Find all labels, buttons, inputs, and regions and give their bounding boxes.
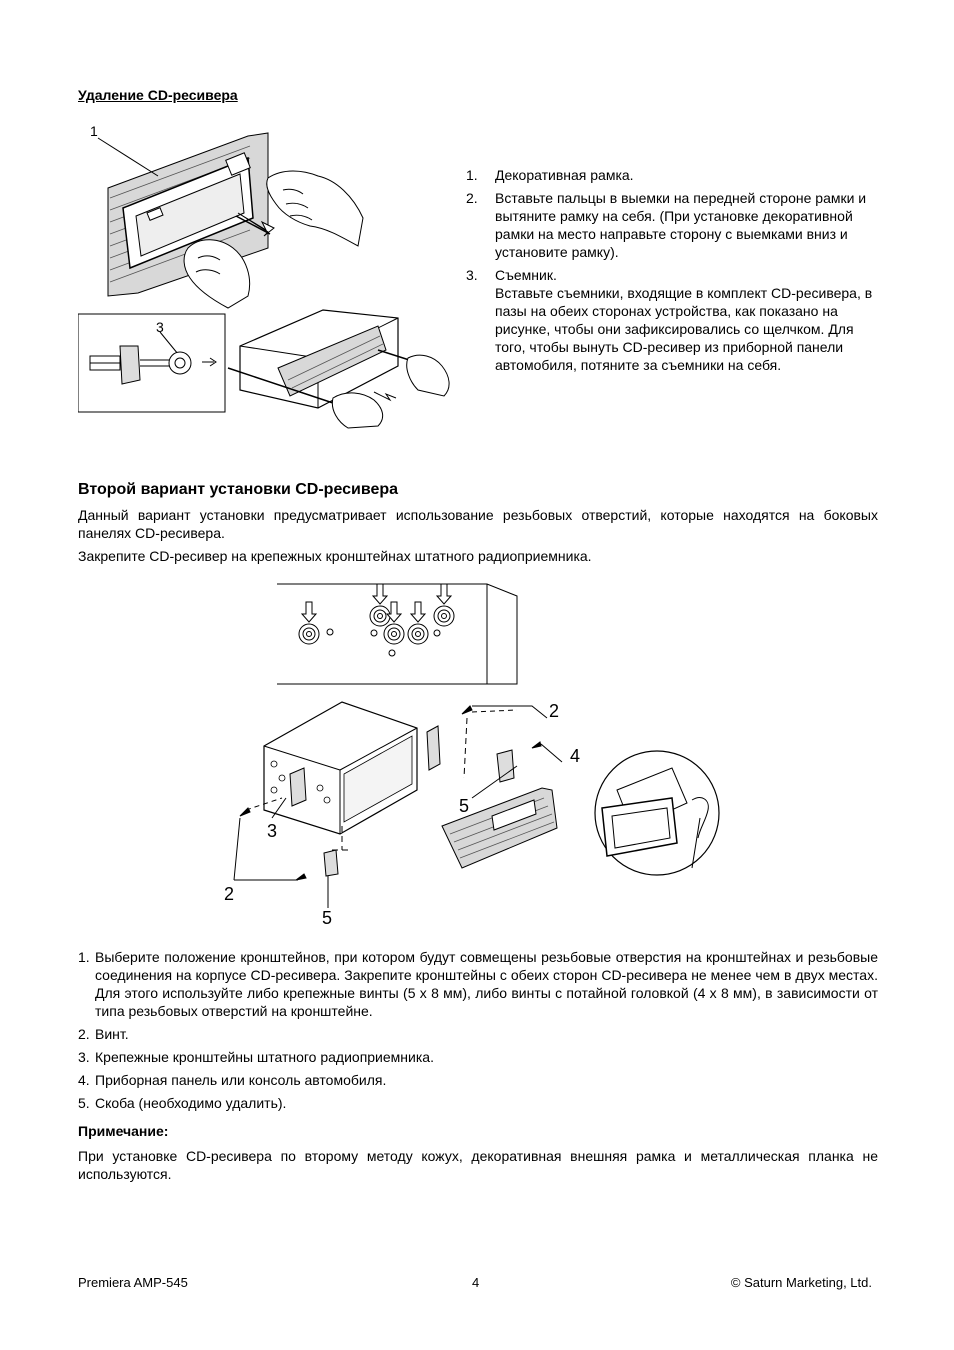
label-bracket-left: 3 bbox=[267, 821, 278, 841]
step-number: 2. bbox=[466, 190, 478, 206]
label-bracket-top: 5 bbox=[459, 796, 470, 816]
list-number: 1. bbox=[78, 949, 90, 965]
list-text: Выберите положение кронштейнов, при котором будут совмещены резьбовые отверстия на кронштейнах и резьбовые соединения на корпусе CD-ресивера. Закрепите кронштейны с обеих сторон CD-ресивера не менее чем в двух местах. Для этого используйте либо крепежные винты (5 x 8 мм), либо винты с потайной головкой (4 x 8 мм), в зависимости от типа резьбовых отверстий на кронштейне. bbox=[95, 949, 878, 1019]
footer-page-number: 4 bbox=[472, 1275, 480, 1290]
step-number: 1. bbox=[466, 167, 478, 183]
list-item bbox=[78, 948, 878, 1020]
list-item bbox=[78, 1048, 878, 1066]
step-text: Вставьте пальцы в выемки на передней стороне рамки и вытяните рамку на себя. (При установке декоративной рамки на место направьте сторону с выемками вниз и установите рамку). bbox=[495, 190, 867, 260]
label-frame-number: 1 bbox=[90, 123, 98, 139]
figure-frame-removal bbox=[78, 118, 454, 436]
step-title: Съемник. bbox=[495, 267, 557, 283]
list-item bbox=[78, 1094, 878, 1112]
label-remover-number: 3 bbox=[156, 319, 164, 335]
figure-bracket-mounting bbox=[222, 578, 762, 928]
list-number: 4. bbox=[78, 1072, 90, 1088]
install-steps-list bbox=[78, 948, 878, 1117]
footer-copyright: © Saturn Marketing, Ltd. bbox=[730, 1275, 872, 1290]
label-panel: 4 bbox=[570, 746, 581, 766]
list-text: Винт. bbox=[95, 1026, 129, 1042]
list-number: 5. bbox=[78, 1095, 90, 1111]
note-text: При установке CD-ресивера по второму методу кожух, декоративная внешняя рамка и металлическая планка не используются. bbox=[78, 1148, 878, 1182]
note-title: Примечание: bbox=[78, 1123, 169, 1139]
removal-step-1 bbox=[466, 166, 886, 184]
frame-removal-drawing bbox=[78, 118, 454, 436]
removal-step-2 bbox=[466, 189, 886, 261]
list-number: 3. bbox=[78, 1049, 90, 1065]
step-text: Вставьте съемники, входящие в комплект CD-ресивера, в пазы на обеих сторонах устройства, как показано на рисунке, чтобы они зафиксировались со щелчком. Для того, чтобы вынуть CD-ресивер из приборной панели автомобиля, потяните за съемники на себя. bbox=[495, 285, 873, 373]
section-heading-second-install: Второй вариант установки CD-ресивера bbox=[78, 481, 399, 498]
section-heading-removal: Удаление CD-ресивера bbox=[78, 87, 238, 103]
list-text: Крепежные кронштейны штатного радиоприемника. bbox=[95, 1049, 434, 1065]
removal-step-3 bbox=[466, 266, 886, 374]
label-screw-top: 2 bbox=[549, 701, 560, 721]
list-item bbox=[78, 1071, 878, 1089]
list-number: 2. bbox=[78, 1026, 90, 1042]
removal-steps-list bbox=[466, 166, 886, 379]
label-screw-bottom: 2 bbox=[224, 884, 235, 904]
section2-paragraph-2: Закрепите CD-ресивер на крепежных кронштейнах штатного радиоприемника. bbox=[78, 548, 592, 564]
step-text: Декоративная рамка. bbox=[495, 167, 634, 183]
bracket-mounting-drawing bbox=[222, 578, 762, 928]
section2-paragraph-1: Данный вариант установки предусматривает использование резьбовых отверстий, которые находятся на боковых панелях CD-ресивера. bbox=[78, 507, 878, 541]
footer-product-name: Premiera AMP-545 bbox=[78, 1275, 188, 1290]
list-item bbox=[78, 1025, 878, 1043]
step-number: 3. bbox=[466, 267, 478, 283]
label-bracket-bottom: 5 bbox=[322, 908, 333, 928]
list-text: Приборная панель или консоль автомобиля. bbox=[95, 1072, 387, 1088]
list-text: Скоба (необходимо удалить). bbox=[95, 1095, 287, 1111]
